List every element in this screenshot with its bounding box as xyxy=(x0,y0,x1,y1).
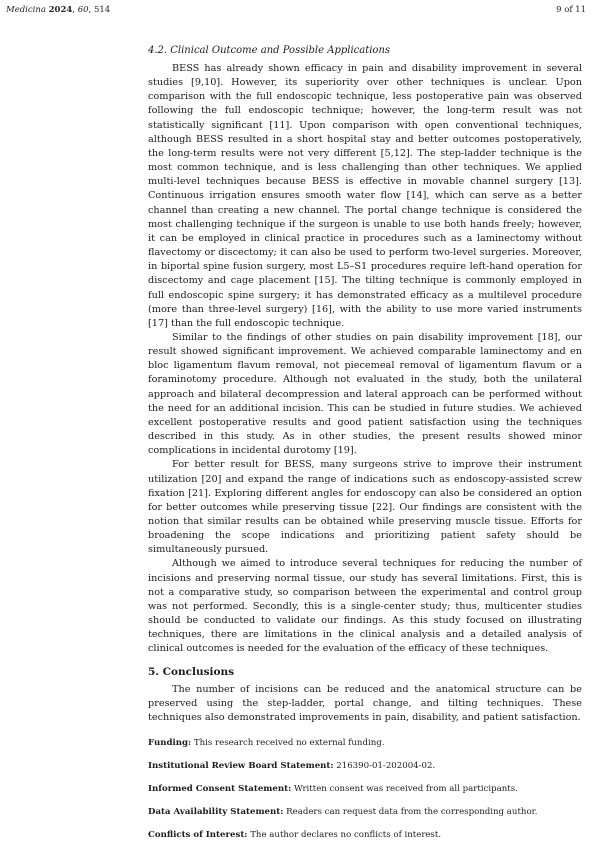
conclusions-title: 5. Conclusions xyxy=(148,665,235,678)
journal-year: 2024 xyxy=(48,5,73,15)
subsection-title: 4.2. Clinical Outcome and Possible Applications xyxy=(148,45,391,56)
page-number: 9 of 11 xyxy=(556,5,586,15)
data-availability-statement xyxy=(148,806,582,818)
paragraph: Although we aimed to introduce several techniques for reducing the number of incisions and preserving normal tissue, our study has several limitations. First, this is not a comparative study, so comparison between the experimental and control group was not performed. Secondly, this is a single-center study; thus, multicenter studies should be conducted to validate our findings. As this study focused on illustrating techniques, there are limitations in the clinical analysis and a detailed analysis of clinical outcomes is needed for the evaluation of the efficacy of these techniques. xyxy=(148,558,582,655)
funding-label: Funding: xyxy=(148,738,192,749)
irb-statement xyxy=(148,760,582,772)
funding-statement xyxy=(148,737,582,749)
journal-citation: Medicina 2024, 60, 514 xyxy=(6,5,111,15)
paragraph: Similar to the findings of other studies on pain disability improvement [18], our result showed significant improvement. We achieved comparable laminectomy and en bloc ligamentum flavum removal, not piecemeal removal of ligamentum flavum or a foraminotomy procedure. Although not evaluated in the study, both the unilateral approach and bilateral decompression and lateral approach can be performed without the need for an additional incision. This can be studied in future studies. We achieved excellent postoperative results and good patient satisfaction using the techniques described in this study. As in other studies, the present results showed minor complications in incidental durotomy [19]. xyxy=(148,331,582,457)
article-number: 514 xyxy=(93,5,111,15)
consent-label: Informed Consent Statement: xyxy=(148,784,292,795)
conclusions-paragraph: The number of incisions can be reduced and the anatomical structure can be preserved using the step-ladder, portal change, and tilting techniques. These techniques also demonstrated improvements in pain, disability, and patient satisfaction. xyxy=(148,683,582,723)
data-availability-label: Data Availability Statement: xyxy=(148,807,284,818)
irb-text: 216390-01-202004-02. xyxy=(336,761,436,772)
page-header xyxy=(6,5,586,15)
conflicts-statement xyxy=(148,829,582,841)
main-content xyxy=(148,44,582,852)
conflicts-label: Conflicts of Interest: xyxy=(148,830,248,841)
backmatter xyxy=(148,737,582,841)
funding-text: This research received no external funding. xyxy=(193,738,385,749)
paragraph: BESS has already shown efficacy in pain and disability improvement in several studies [9,10]. However, its superiority over other techniques is unclear. Upon comparison with the full endoscopic technique, less postoperative pain was observed following the full endoscopic technique; however, the long-term result was not statistically significant [11]. Upon comparison with open conventional techniques, although BESS resulted in a short hospital stay and better outcomes postoperatively, the long-term results were not very different [5,12]. The step-ladder technique is the most common technique, and is less challenging than other techniques. We applied multi-level techniques because BESS is effective in movable channel surgery [13]. Continuous irrigation ensures smooth water flow [14], which can serve as a better channel than creating a new channel. The portal change technique is considered the most challenging technique if the surgeon is unable to use both hands freely; however, it can be employed in clinical practice in procedures such as a laminectomy without flavectomy or discectomy; it can also be used to perform two-level surgeries. Moreover, in biportal spine fusion surgery, most L5–S1 procedures require left-hand operation for discectomy and cage placement [15]. The tilting technique is commonly employed in full endoscopic spine surgery; it has demonstrated efficacy as a multilevel procedure (more than three-level surgery) [16], with the ability to use more varied instruments [17] than the full endoscopic technique. xyxy=(148,63,582,329)
data-availability-text: Readers can request data from the corresponding author. xyxy=(286,807,538,818)
journal-name: Medicina xyxy=(6,5,46,15)
journal-volume: 60 xyxy=(77,5,89,15)
irb-label: Institutional Review Board Statement: xyxy=(148,761,334,772)
paragraph: For better result for BESS, many surgeons strive to improve their instrument utilization [20] and expand the range of indications such as endoscopy-assisted screw fixation [21]. Exploring different angles for endoscopy can also be considered an option for better outcomes while preserving tissue [22]. Our findings are consistent with the notion that similar results can be obtained while preserving muscle tissue. Efforts for broadening the scope indications and prioritizing patient safety should be simultaneously pursued. xyxy=(148,459,582,556)
conflicts-text: The author declares no conflicts of interest. xyxy=(250,830,442,841)
consent-statement xyxy=(148,783,582,795)
consent-text: Written consent was received from all participants. xyxy=(294,784,518,795)
